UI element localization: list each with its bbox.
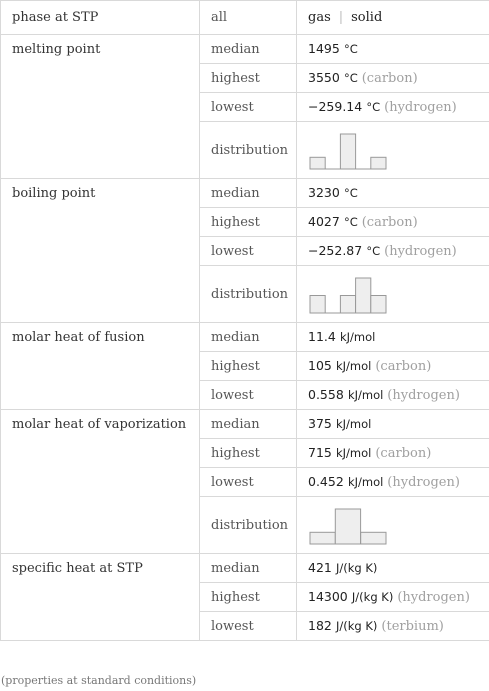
value-note: (hydrogen) bbox=[387, 475, 460, 490]
stat-label: median bbox=[200, 410, 297, 439]
stat-value bbox=[297, 554, 489, 583]
table-row bbox=[1, 323, 489, 352]
table-row bbox=[1, 554, 489, 583]
table-row bbox=[1, 410, 489, 439]
property-name: melting point bbox=[1, 35, 200, 179]
value-unit: kJ/mol bbox=[336, 359, 372, 373]
value-unit: J/(kg K) bbox=[336, 561, 378, 575]
value-number: −259.14 bbox=[308, 99, 363, 114]
header-stat-cell: all bbox=[200, 1, 297, 35]
value-number: 3230 bbox=[308, 185, 340, 200]
value-number: 11.4 bbox=[308, 329, 336, 344]
stat-value bbox=[297, 237, 489, 266]
value-note: (carbon) bbox=[361, 215, 418, 230]
stat-label: highest bbox=[200, 583, 297, 612]
stat-label: highest bbox=[200, 439, 297, 468]
stat-value bbox=[297, 439, 489, 468]
value-unit: kJ/mol bbox=[336, 417, 372, 431]
stat-value bbox=[297, 35, 489, 64]
histogram-bar bbox=[340, 134, 355, 169]
property-name: specific heat at STP bbox=[1, 554, 200, 641]
stat-label: distribution bbox=[200, 497, 297, 554]
stat-value bbox=[297, 93, 489, 122]
histogram-bar bbox=[310, 532, 335, 544]
header-row bbox=[1, 1, 489, 35]
value-unit: kJ/mol bbox=[336, 446, 372, 460]
value-note: (hydrogen) bbox=[397, 590, 470, 605]
value-number: 1495 bbox=[308, 41, 340, 56]
value-note: (carbon) bbox=[361, 71, 418, 86]
stat-label: highest bbox=[200, 352, 297, 381]
stat-label: lowest bbox=[200, 237, 297, 266]
value-note: (carbon) bbox=[375, 446, 432, 461]
stat-label: lowest bbox=[200, 381, 297, 410]
distribution-histogram bbox=[308, 505, 388, 549]
stat-label: median bbox=[200, 179, 297, 208]
stat-value bbox=[297, 381, 489, 410]
header-property-cell: phase at STP bbox=[1, 1, 200, 35]
stat-label: median bbox=[200, 35, 297, 64]
stat-label: highest bbox=[200, 208, 297, 237]
value-number: 105 bbox=[308, 358, 332, 373]
value-note: (hydrogen) bbox=[384, 100, 457, 115]
header-phase-cell bbox=[297, 1, 489, 35]
value-number: 4027 bbox=[308, 214, 340, 229]
value-number: 182 bbox=[308, 618, 332, 633]
stat-label: distribution bbox=[200, 266, 297, 323]
stat-value bbox=[297, 583, 489, 612]
value-unit: °C bbox=[366, 244, 381, 258]
value-note: (terbium) bbox=[381, 619, 444, 634]
value-number: 715 bbox=[308, 445, 332, 460]
value-note: (hydrogen) bbox=[384, 244, 457, 259]
histogram-bar bbox=[361, 532, 386, 544]
footnote: (properties at standard conditions) bbox=[1, 674, 197, 687]
value-unit: kJ/mol bbox=[347, 388, 384, 402]
value-number: −252.87 bbox=[308, 243, 363, 258]
histogram-bar bbox=[335, 509, 360, 544]
property-name: molar heat of fusion bbox=[1, 323, 200, 410]
phase-solid: solid bbox=[351, 10, 383, 25]
value-note: (carbon) bbox=[375, 359, 432, 374]
stat-label: distribution bbox=[200, 122, 297, 179]
distribution-cell bbox=[297, 122, 489, 179]
value-note: (hydrogen) bbox=[387, 388, 460, 403]
stat-value bbox=[297, 179, 489, 208]
histogram-bar bbox=[356, 278, 371, 313]
stat-value bbox=[297, 323, 489, 352]
value-unit: °C bbox=[343, 42, 358, 56]
property-name: molar heat of vaporization bbox=[1, 410, 200, 554]
value-unit: kJ/mol bbox=[339, 330, 376, 344]
distribution-histogram bbox=[308, 274, 388, 318]
stat-label: median bbox=[200, 323, 297, 352]
stat-value bbox=[297, 64, 489, 93]
table-row bbox=[1, 179, 489, 208]
histogram-bar bbox=[310, 157, 325, 169]
stat-label: median bbox=[200, 554, 297, 583]
value-unit: °C bbox=[343, 186, 358, 200]
value-unit: °C bbox=[343, 215, 358, 229]
stat-value bbox=[297, 352, 489, 381]
phase-gas: gas bbox=[308, 10, 331, 25]
stat-value bbox=[297, 468, 489, 497]
histogram-bar bbox=[310, 295, 325, 313]
property-name: boiling point bbox=[1, 179, 200, 323]
stat-label: lowest bbox=[200, 93, 297, 122]
value-number: 0.558 bbox=[308, 387, 344, 402]
histogram-bar bbox=[371, 157, 386, 169]
distribution-cell bbox=[297, 266, 489, 323]
value-unit: J/(kg K) bbox=[351, 590, 394, 604]
distribution-histogram bbox=[308, 130, 388, 174]
value-number: 0.452 bbox=[308, 474, 344, 489]
value-unit: kJ/mol bbox=[347, 475, 384, 489]
value-unit: J/(kg K) bbox=[336, 619, 378, 633]
stat-label: lowest bbox=[200, 468, 297, 497]
histogram-bar bbox=[371, 295, 386, 313]
stat-value bbox=[297, 410, 489, 439]
value-unit: °C bbox=[366, 100, 381, 114]
stat-label: lowest bbox=[200, 612, 297, 641]
histogram-bar bbox=[340, 295, 355, 313]
phase-separator: | bbox=[338, 10, 344, 25]
value-number: 375 bbox=[308, 416, 332, 431]
distribution-cell bbox=[297, 497, 489, 554]
value-unit: °C bbox=[343, 71, 358, 85]
value-number: 421 bbox=[308, 560, 332, 575]
value-number: 3550 bbox=[308, 70, 340, 85]
stat-value bbox=[297, 612, 489, 641]
value-number: 14300 bbox=[308, 589, 348, 604]
table-row bbox=[1, 35, 489, 64]
stat-value bbox=[297, 208, 489, 237]
stat-label: highest bbox=[200, 64, 297, 93]
